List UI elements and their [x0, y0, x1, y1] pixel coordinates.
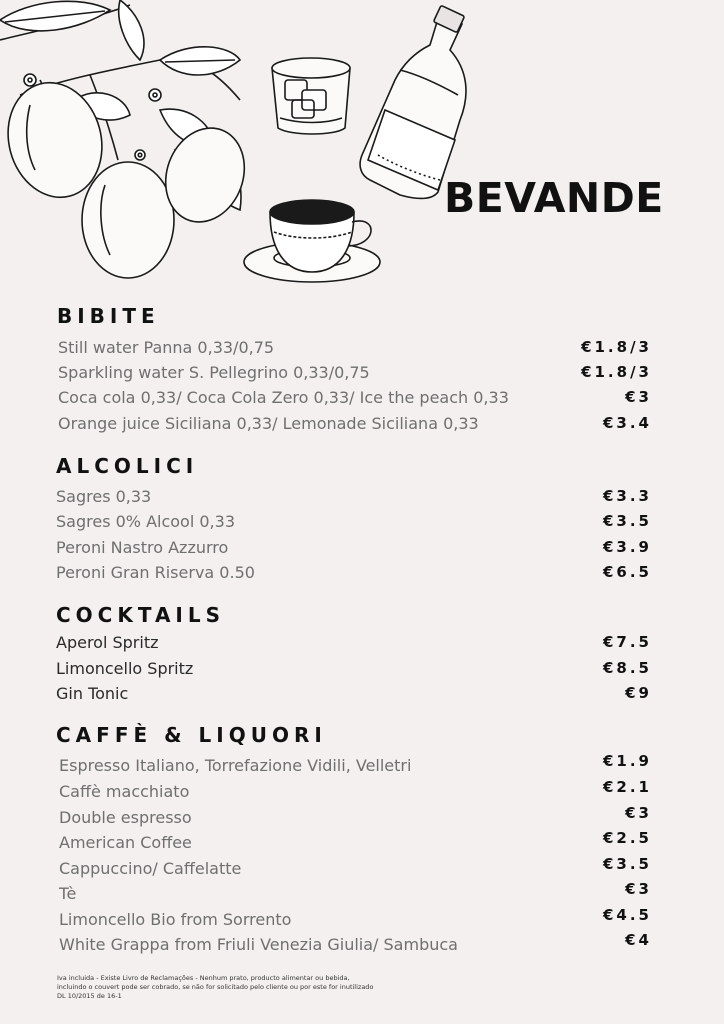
- item-name: Orange juice Siciliana 0,33/ Lemonade Siciliana 0,33: [58, 414, 479, 433]
- item-price: €3: [625, 388, 652, 406]
- item-name: Limoncello Spritz: [56, 659, 194, 678]
- menu-item: [59, 880, 652, 908]
- menu-item: [58, 363, 652, 387]
- item-price: €3.5: [602, 855, 652, 873]
- menu-item: [59, 931, 652, 959]
- whisky-glass-icon: [272, 58, 350, 134]
- menu-item: [59, 855, 652, 883]
- item-name: Cappuccino/ Caffelatte: [59, 859, 242, 878]
- item-name: American Coffee: [59, 833, 192, 852]
- section-heading: COCKTAILS: [56, 603, 226, 627]
- menu-item: [58, 388, 652, 412]
- menu-item: [59, 778, 652, 806]
- legal-footer: [57, 974, 477, 1001]
- item-name: Espresso Italiano, Torrefazione Vidili, Velletri: [59, 756, 412, 775]
- item-price: €3.5: [602, 512, 652, 530]
- footer-line: DL 10/2015 de 16-1: [57, 992, 122, 1000]
- menu-item: [58, 414, 652, 438]
- section-heading: CAFFÈ & LIQUORI: [56, 723, 327, 747]
- menu-item: [56, 659, 652, 683]
- item-name: Peroni Gran Riserva 0.50: [56, 563, 255, 582]
- item-name: Sagres 0% Alcool 0,33: [56, 512, 235, 531]
- item-name: Coca cola 0,33/ Coca Cola Zero 0,33/ Ice the peach 0,33: [58, 388, 509, 407]
- item-price: €1.9: [602, 752, 652, 770]
- page-title: BEVANDE: [444, 174, 664, 222]
- item-name: Sagres 0,33: [56, 487, 152, 506]
- item-price: €3: [625, 880, 652, 898]
- menu-item: [56, 563, 652, 587]
- item-name: Still water Panna 0,33/0,75: [58, 338, 275, 357]
- item-name: Aperol Spritz: [56, 633, 159, 652]
- item-name: White Grappa from Friuli Venezia Giulia/ Sambuca: [59, 935, 458, 954]
- item-price: €6.5: [602, 563, 652, 581]
- item-price: €4.5: [602, 906, 652, 924]
- menu-item: [58, 338, 652, 362]
- menu-item: [59, 829, 652, 857]
- item-price: €7.5: [602, 633, 652, 651]
- liquor-bottle-icon: [360, 5, 466, 198]
- item-name: Sparkling water S. Pellegrino 0,33/0,75: [58, 363, 370, 382]
- item-name: Gin Tonic: [56, 684, 129, 703]
- item-price: €2.1: [602, 778, 652, 796]
- item-name: Limoncello Bio from Sorrento: [59, 910, 292, 929]
- item-price: €4: [625, 931, 652, 949]
- lemon-branch-icon: [0, 0, 257, 278]
- menu-item: [56, 512, 652, 536]
- item-name: Peroni Nastro Azzurro: [56, 538, 229, 557]
- item-name: Tè: [59, 884, 77, 903]
- item-price: €1.8/3: [581, 338, 652, 356]
- menu-item: [56, 633, 652, 657]
- item-price: €3: [625, 804, 652, 822]
- menu-item: [59, 804, 652, 832]
- menu-item: [59, 906, 652, 934]
- item-price: €8.5: [602, 659, 652, 677]
- section-heading: ALCOLICI: [56, 454, 199, 478]
- menu-item: [56, 487, 652, 511]
- item-price: €9: [625, 684, 652, 702]
- footer-line: incluindo o couvert pode ser cobrado, se não for solicitado pelo cliente ou por este for inutilizado: [57, 983, 374, 991]
- item-name: Caffè macchiato: [59, 782, 190, 801]
- item-name: Double espresso: [59, 808, 192, 827]
- item-price: €2.5: [602, 829, 652, 847]
- item-price: €1.8/3: [581, 363, 652, 381]
- item-price: €3.4: [602, 414, 652, 432]
- section-heading: BIBITE: [57, 304, 160, 328]
- menu-item: [56, 538, 652, 562]
- item-price: €3.3: [602, 487, 652, 505]
- menu-item: [56, 684, 652, 708]
- footer-line: Iva incluida - Existe Livro de Reclamações - Nenhum prato, producto alimentar ou bebida,: [57, 974, 350, 982]
- item-price: €3.9: [602, 538, 652, 556]
- drinks-illustration: [0, 0, 480, 300]
- menu-item: [59, 752, 652, 780]
- coffee-cup-icon: [244, 200, 380, 282]
